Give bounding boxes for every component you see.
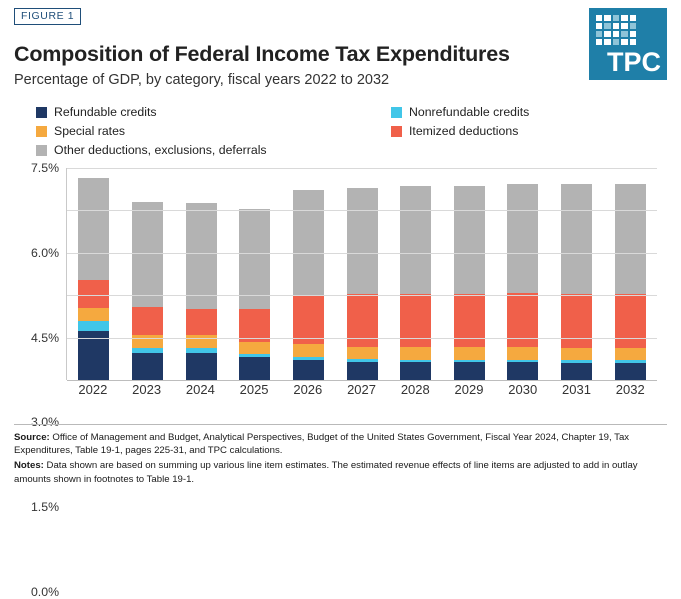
y-axis-tick-label: 6.0%: [30, 245, 59, 260]
stacked-bar[interactable]: [186, 203, 217, 380]
notes-line: [14, 459, 667, 485]
legend-label: Special rates: [54, 124, 126, 138]
bar-segment: [615, 363, 646, 380]
legend-item-refundable-credits: [36, 105, 391, 119]
bar-segment: [347, 294, 378, 347]
bar-column[interactable]: [121, 168, 175, 380]
tpc-logo: [589, 8, 667, 80]
x-axis-tick-label: 2027: [347, 382, 376, 397]
x-axis-tick-label: 2029: [454, 382, 484, 397]
bar-segment: [507, 347, 538, 360]
x-axis-tick-label: 2022: [78, 382, 108, 397]
bar-segment: [293, 190, 324, 296]
bar-segment: [78, 280, 109, 308]
chart-legend: [36, 105, 636, 162]
stacked-bar[interactable]: [347, 188, 378, 380]
bar-segment: [347, 347, 378, 360]
bar-segment: [132, 202, 163, 307]
bar-segment: [78, 178, 109, 280]
footer-notes: [14, 424, 667, 488]
logo-grid-icon: [596, 15, 636, 45]
legend-swatch-icon: [36, 107, 47, 118]
stacked-bar[interactable]: [615, 184, 646, 380]
stacked-bar[interactable]: [293, 190, 324, 380]
legend-item-nonrefundable-credits: [391, 105, 529, 119]
bar-segment: [186, 203, 217, 308]
legend-item-other-deductions: [36, 143, 267, 157]
bar-segment: [561, 363, 592, 380]
bar-segment: [186, 309, 217, 336]
bar-column[interactable]: [389, 168, 443, 380]
bar-column[interactable]: [282, 168, 336, 380]
bar-segment: [454, 294, 485, 347]
y-axis-tick-label: 1.5%: [30, 500, 59, 515]
bar-segment: [454, 362, 485, 380]
x-axis-tick-label: 2025: [239, 382, 269, 397]
bar-segment: [347, 188, 378, 294]
stacked-bar[interactable]: [400, 186, 431, 380]
legend-swatch-icon: [391, 107, 402, 118]
x-axis-tick-label: 2028: [400, 382, 430, 397]
bar-segment: [293, 360, 324, 380]
legend-item-special-rates: [36, 124, 391, 138]
bar-segment: [347, 362, 378, 380]
bar-segment: [239, 357, 270, 380]
bar-segment: [454, 186, 485, 294]
bar-column[interactable]: [67, 168, 121, 380]
y-axis-tick-label: 4.5%: [30, 330, 59, 345]
bar-column[interactable]: [550, 168, 604, 380]
gridline: [30, 161, 657, 175]
bar-segment: [561, 184, 592, 294]
gridline: [30, 210, 657, 260]
stacked-bar[interactable]: [507, 184, 538, 380]
x-axis-tick-label: 2024: [185, 382, 215, 397]
bar-segment: [239, 342, 270, 354]
bar-segment: [400, 347, 431, 360]
x-axis-tick-label: 2030: [508, 382, 538, 397]
legend-item-itemized-deductions: [391, 124, 518, 138]
notes-label: Notes:: [14, 460, 44, 472]
bar-segment: [400, 294, 431, 347]
x-axis-tick-label: 2032: [615, 382, 645, 397]
legend-swatch-icon: [391, 126, 402, 137]
bar-segment: [400, 186, 431, 293]
bar-segment: [615, 184, 646, 294]
source-label: Source:: [14, 432, 50, 443]
notes-text: Data shown are based on summing up various line item estimates. The estimated revenue effects of line items are adjusted to add in outlay amounts shown in footnotes to Table 19-1.: [14, 460, 638, 485]
bar-segment: [132, 307, 163, 335]
bar-segment: [507, 293, 538, 347]
y-axis-tick-label: 7.5%: [30, 161, 59, 175]
bar-column[interactable]: [442, 168, 496, 380]
stacked-bar[interactable]: [78, 178, 109, 380]
bar-segment: [78, 321, 109, 331]
bar-segment: [132, 353, 163, 380]
x-axis-labels: [66, 382, 657, 397]
bar-segment: [561, 348, 592, 361]
y-axis-tick-label: 0.0%: [30, 585, 59, 599]
legend-swatch-icon: [36, 145, 47, 156]
legend-label: Refundable credits: [54, 105, 157, 119]
bar-segment: [507, 184, 538, 294]
legend-label: Itemized deductions: [409, 124, 519, 138]
bar-column[interactable]: [174, 168, 228, 380]
x-axis-tick-label: 2031: [562, 382, 591, 397]
bar-segment: [615, 348, 646, 361]
bar-column[interactable]: [603, 168, 657, 380]
stacked-bar[interactable]: [132, 202, 163, 380]
bar-segment: [561, 294, 592, 348]
figure-tag: FIGURE 1: [14, 8, 81, 25]
bar-column[interactable]: [228, 168, 282, 380]
legend-label: Nonrefundable credits: [409, 105, 530, 119]
bar-segment: [293, 344, 324, 357]
x-axis-tick-label: 2026: [293, 382, 323, 397]
legend-swatch-icon: [36, 126, 47, 137]
source-text: Office of Management and Budget, Analytical Perspectives, Budget of the United States Government, Fiscal Year 2024, Chapter 19, Tax Expenditures, Table 19-1, pages 225-31, and TPC calculations.: [14, 432, 630, 457]
page-title: Composition of Federal Income Tax Expenditures: [14, 42, 510, 67]
bar-segment: [507, 362, 538, 380]
y-axis-tick-label: 3.0%: [30, 415, 59, 430]
bar-group: [67, 168, 657, 380]
bar-segment: [186, 353, 217, 380]
bar-segment: [78, 308, 109, 321]
bar-column[interactable]: [496, 168, 550, 380]
bar-segment: [615, 294, 646, 348]
legend-label: Other deductions, exclusions, deferrals: [54, 143, 267, 157]
bar-column[interactable]: [335, 168, 389, 380]
logo-text: TPC: [607, 47, 661, 77]
gridline: [30, 253, 657, 345]
stacked-bar[interactable]: [561, 184, 592, 380]
chart-subtitle: Percentage of GDP, by category, fiscal years 2022 to 2032: [14, 72, 390, 88]
x-axis-tick-label: 2023: [132, 382, 162, 397]
stacked-bar[interactable]: [454, 186, 485, 380]
bar-segment: [400, 362, 431, 380]
bar-segment: [454, 347, 485, 360]
source-line: [14, 431, 667, 457]
